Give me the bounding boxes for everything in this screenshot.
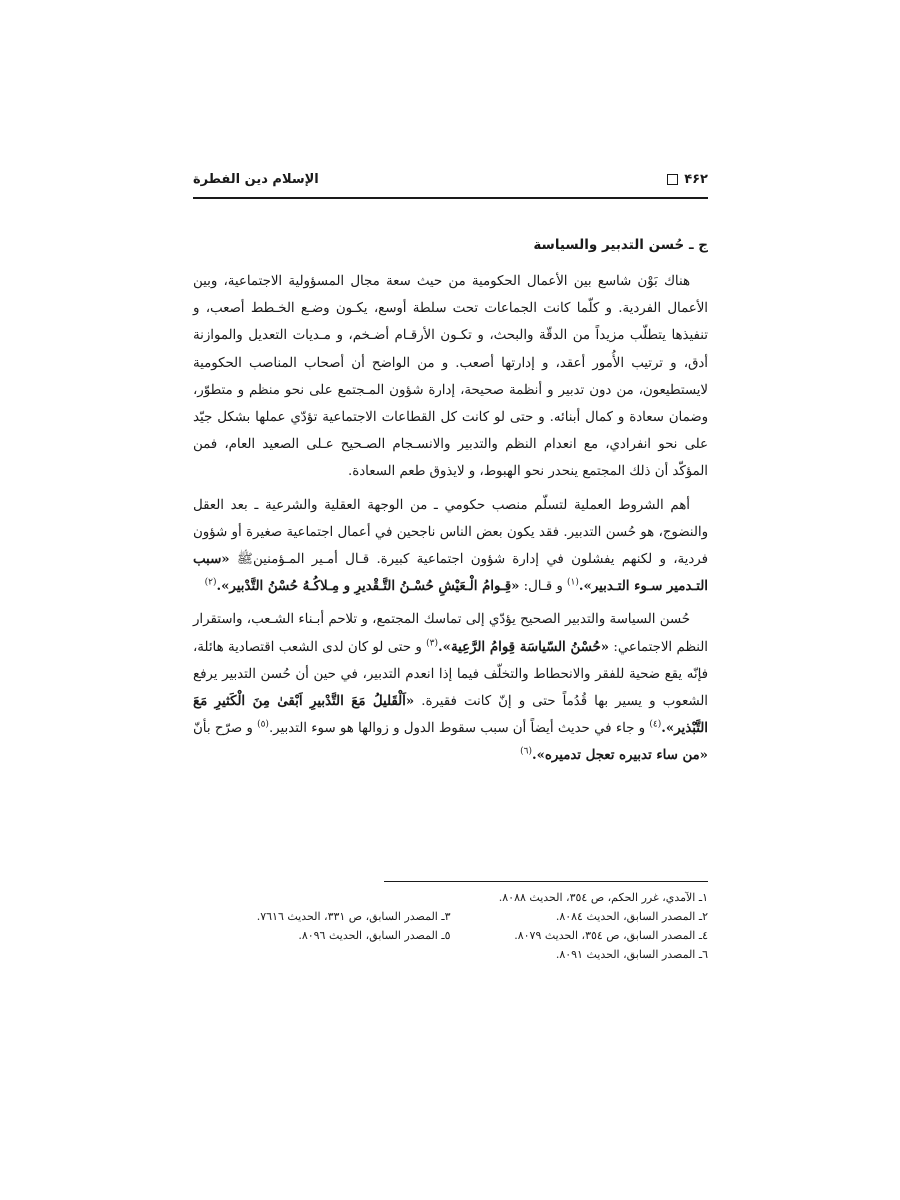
footnote-row [193,888,708,907]
paragraph-3 [193,606,708,769]
footnote-4: ٤ـ المصدر السابق، ص ٣٥٤، الحديث ٨٠٧٩. [514,929,708,942]
page-number-block [667,172,708,187]
square-box-icon [667,174,678,185]
footnotes [193,888,708,964]
footnote-ref-3[interactable]: (٣) [426,638,439,649]
hadith-quote-1: «سبب التـدمير سـوء التـدبير». [193,552,708,595]
footnote-1: ١ـ الآمدي، غرر الحكم، ص ٣٥٤، الحديث ٨٠٨٨. [498,891,708,904]
hadith-quote-5: «من ساء تدبيره تعجل تدميره». [531,748,708,764]
paragraph-3-text-a: حُسن السياسة والتدبير الصحيح يؤدّي إلى تماسك المجتمع، و تلاحم أبـناء الشـعب، واستقرار النظم الاجتماعي: [193,612,708,655]
paragraph-3-text-b: و حتى لو كان لدى الشعب اقتصادية هائلة، فإنّه يقع ضحية للفقر والانحطاط والتخلّف فيما إذا انعدم التدبير، في حين أن حُسن التدبير يرفع الشعوب و يسير بها قُدُماً حتى و إنّ كانت فقيرة. [193,639,708,710]
paragraph-2-text-b: و قـال: [519,579,567,595]
paragraph-2-text-a: أهم الشروط العملية لتسلّم منصب حكومي ـ من الوجهة العقلية والشرعية ـ بعد العقل والنضوج، هو حُسن التدبير. فقد يكون بعض الناس ناجحين في أعمال اجتماعية صغيرة أو شؤون فردية، و لكنهم يفشلون في إدارة شؤون اجتماعية كبيرة. قـال أمـير المـؤمنين [193,497,708,568]
paragraph-1: هناك بَوْن شاسع بين الأعمال الحكومية من حيث سعة مجال المسؤولية الاجتماعية، وبين الأعمال الفردية. و كلّما كانت الجماعات تحت سلطة أوسع، يكـون وضـع الخـطط أصعب، و تنفيذها يتطلّب مزيداً من الدقّة والبحث، و تكـون الأرقـام أضـخم، و مـديات التعديل والموازنة أدق، و ترتيب الأُمور أعقد، و إدارتها أصعب. و من الواضح أن أصحاب المناصب الحكومية لايستطيعون، من دون تدبير و أنظمة صحيحة، إدارة شؤون المـجتمع على نحو منظم و متطوّر، وضمان سعادة و كمال أبنائه. و حتى لو كانت كل القطاعات الاجتماعية تؤدّي عملها بشكل جيّد على نحو انفرادي، مع انعدام النظم والتدبير والانسـجام الصـحيح عـلى الصعيد العام، فمن المؤكّد أن ذلك المجتمع ينحدر نحو الهبوط، و لايذوق طعم السعادة. [193,274,708,480]
footnote-row [193,926,708,945]
running-head [193,168,708,194]
footnote-row [193,945,708,964]
footnote-ref-6[interactable]: (٦) [520,747,532,758]
footnote-2: ٢ـ المصدر السابق، الحديث ٨٠٨٤. [555,910,708,923]
footnote-6: ٦ـ المصدر السابق، الحديث ٨٠٩١. [555,948,708,961]
footnote-row [193,907,708,926]
hadith-quote-2: «قِـوامُ الْـعَيْشِ حُسْـنُ التَّـقْديرِ و مِـلاكُـهُ حُسْنُ التَّدْبير». [216,579,520,595]
section-heading: ج ـ حُسن التدبير والسياسة [533,237,708,253]
honorific-glyph: ﷺ [236,552,253,568]
footnote-ref-2[interactable]: (٢) [204,577,217,588]
hadith-quote-3: «حُسْنُ السّياسَة قِوامُ الرَّعِية». [438,639,610,655]
body-text [193,230,708,776]
page-number: ۴۶۲ [684,172,708,187]
paragraph-3-text-d: و صرّح بأنّ [193,721,258,737]
hadith-quote-4: «اَلْقَليلُ مَعَ التَّدْبيرِ اَبْقىٰ مِنَ الْكَثيرِ مَعَ التَّبْذير». [193,694,708,737]
footnote-divider [384,881,708,882]
book-title: الإسلام دين الفطرة [193,172,319,187]
footnote-5: ٥ـ المصدر السابق، الحديث ٨٠٩٦. [298,929,451,942]
footnote-3: ٣ـ المصدر السابق، ص ٣٣١، الحديث ٧٦١٦. [256,910,451,923]
paragraph-2 [193,492,708,601]
footnote-ref-4[interactable]: (٤) [649,719,662,730]
paragraph-3-text-c: و جاء في حديث أيضاً أن سبب سقوط الدول و زوالها هو سوء التدبير. [268,721,650,737]
footnote-ref-5[interactable]: (٥) [257,719,269,730]
footnote-ref-1[interactable]: (١) [566,577,579,588]
header-divider [193,197,708,199]
